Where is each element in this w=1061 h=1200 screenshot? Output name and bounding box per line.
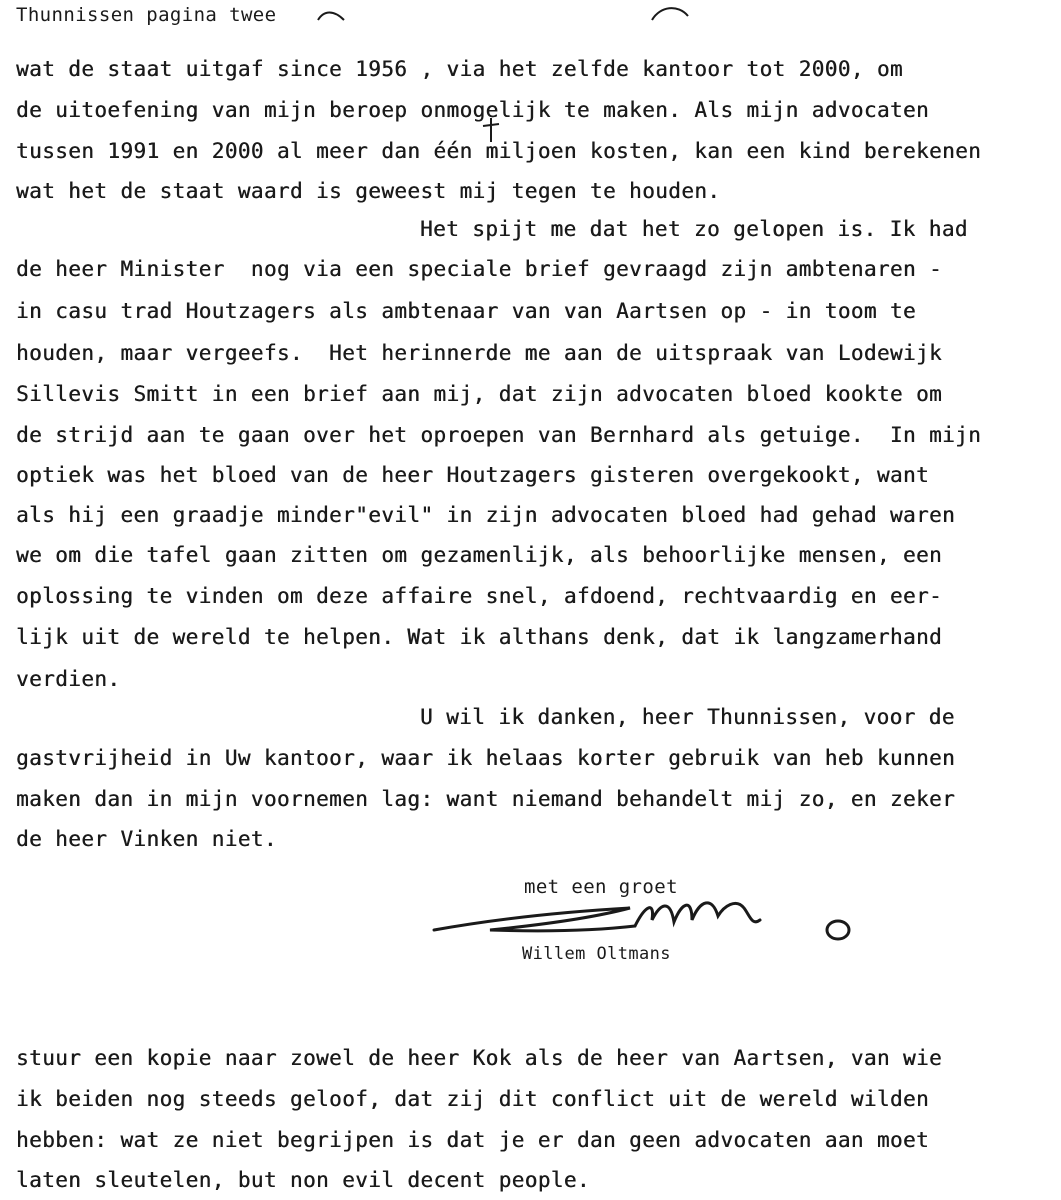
text-line: U wil ik danken, heer Thunnissen, voor de (420, 705, 955, 729)
text-line: tussen 1991 en 2000 al meer dan één miljoen kosten, kan een kind berekenen (16, 139, 982, 163)
handwritten-arc-mark (648, 2, 692, 24)
handwritten-insert-mark (316, 8, 346, 24)
signer-name: Willem Oltmans (522, 944, 671, 964)
handwritten-signature (430, 886, 870, 946)
page-header: Thunnissen pagina twee (16, 4, 277, 26)
text-line: houden, maar vergeefs. Het herinnerde me aan de uitspraak van Lodewijk (16, 341, 943, 365)
text-line: de heer Vinken niet. (16, 827, 277, 851)
text-line: we om die tafel gaan zitten om gezamenlijk, als behoorlijke mensen, een (16, 543, 943, 567)
text-line: als hij een graadje minder"evil" in zijn advocaten bloed had gehad waren (16, 503, 956, 527)
text-line: de strijd aan te gaan over het oproepen van Bernhard als getuige. In mijn (16, 423, 982, 447)
text-line: oplossing te vinden om deze affaire snel, afdoend, rechtvaardig en eer- (16, 584, 943, 608)
text-line: maken dan in mijn voornemen lag: want niemand behandelt mij zo, en zeker (16, 787, 956, 811)
text-line: de heer Minister nog via een speciale brief gevraagd zijn ambtenaren - (16, 257, 943, 281)
text-line: gastvrijheid in Uw kantoor, waar ik helaas korter gebruik van heb kunnen (16, 746, 956, 770)
text-line: hebben: wat ze niet begrijpen is dat je er dan geen advocaten aan moet (16, 1128, 930, 1152)
text-line: lijk uit de wereld te helpen. Wat ik althans denk, dat ik langzamerhand (16, 625, 943, 649)
text-line: de uitoefening van mijn beroep onmogelijk te maken. Als mijn advocaten (16, 98, 930, 122)
closing-greeting: met een groet (524, 876, 678, 898)
text-line: Het spijt me dat het zo gelopen is. Ik had (420, 217, 968, 241)
text-line: in casu trad Houtzagers als ambtenaar van van Aartsen op - in toom te (16, 299, 916, 323)
text-line: optiek was het bloed van de heer Houtzagers gisteren overgekookt, want (16, 463, 930, 487)
closing-block (430, 868, 870, 978)
text-line: wat het de staat waard is geweest mij tegen te houden. (16, 179, 721, 203)
handwritten-cross-mark (480, 116, 502, 144)
text-line: verdien. (16, 667, 121, 691)
text-line: stuur een kopie naar zowel de heer Kok als de heer van Aartsen, van wie (16, 1046, 943, 1070)
text-line: Sillevis Smitt in een brief aan mij, dat zijn advocaten bloed kookte om (16, 382, 943, 406)
text-line: ik beiden nog steeds geloof, dat zij dit conflict uit de wereld wilden (16, 1087, 930, 1111)
text-line: wat de staat uitgaf since 1956 , via het zelfde kantoor tot 2000, om (16, 57, 903, 81)
text-line: laten sleutelen, but non evil decent people. (16, 1168, 590, 1192)
